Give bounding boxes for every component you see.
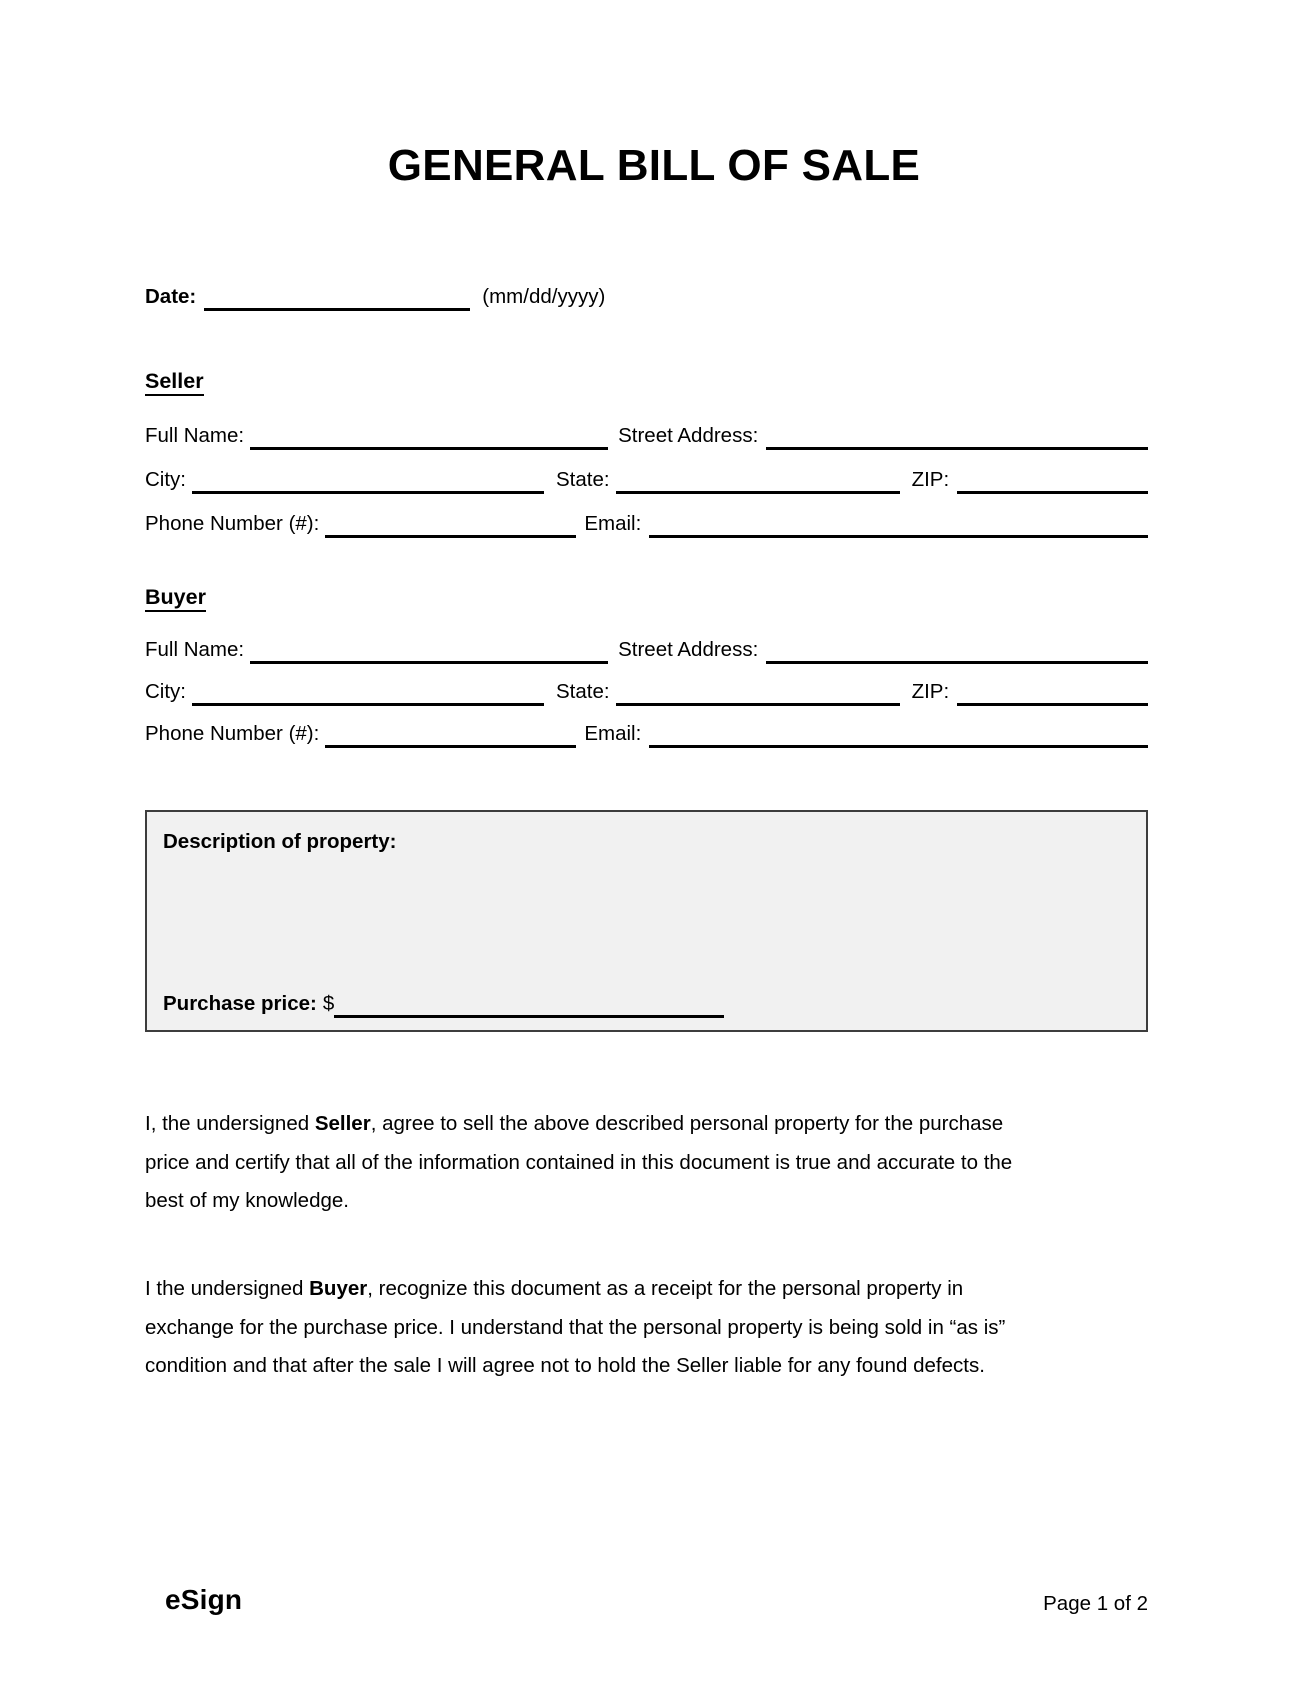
buyer-phone-field[interactable]	[325, 720, 576, 748]
buyer-clause-line-1: I the undersigned Buyer, recognize this document as a receipt for the personal property in	[145, 1277, 964, 1300]
seller-phone-field[interactable]	[325, 510, 576, 538]
buyer-clause-paragraph	[145, 1270, 1155, 1386]
property-description-field[interactable]	[163, 864, 1130, 976]
buyer-clause-line-2: exchange for the purchase price. I understand that the personal property is being sold in “as is”	[145, 1315, 1006, 1339]
buyer-clause-line-3: condition and that after the sale I will agree not to hold the Seller liable for any found defects.	[145, 1354, 985, 1377]
buyer-email-label: Email:	[584, 722, 642, 745]
date-field[interactable]	[204, 283, 470, 311]
buyer-city-label: City:	[145, 680, 186, 703]
date-format-hint: (mm/dd/yyyy)	[482, 285, 606, 308]
buyer-city-row	[145, 678, 1148, 706]
date-row	[145, 283, 605, 311]
seller-phone-label: Phone Number (#):	[145, 512, 320, 535]
buyer-full-name-field[interactable]	[250, 636, 608, 664]
seller-city-row	[145, 466, 1148, 494]
seller-clause-line-1: I, the undersigned Seller, agree to sell the above described personal property for the purchase	[145, 1112, 1004, 1135]
buyer-city-field[interactable]	[192, 678, 544, 706]
seller-full-name-field[interactable]	[250, 422, 608, 450]
currency-symbol: $	[322, 992, 335, 1015]
seller-full-name-label: Full Name:	[145, 424, 245, 447]
description-of-property-label: Description of property:	[163, 830, 397, 853]
buyer-zip-field[interactable]	[957, 678, 1148, 706]
seller-full-name-row	[145, 422, 1148, 450]
buyer-section-heading: Buyer	[145, 585, 206, 610]
page-title: GENERAL BILL OF SALE	[387, 141, 921, 190]
esign-logo: eSign	[165, 1584, 243, 1615]
seller-clause-line-3: best of my knowledge.	[145, 1189, 349, 1212]
seller-street-address-field[interactable]	[766, 422, 1148, 450]
seller-section-heading: Seller	[145, 369, 204, 394]
seller-state-field[interactable]	[616, 466, 900, 494]
seller-state-label: State:	[556, 468, 610, 491]
seller-street-address-label: Street Address:	[618, 424, 759, 447]
seller-email-field[interactable]	[649, 510, 1148, 538]
seller-city-label: City:	[145, 468, 186, 491]
seller-email-label: Email:	[584, 512, 642, 535]
buyer-phone-row	[145, 720, 1148, 748]
seller-clause-line-2: price and certify that all of the information contained in this document is true and accurate to the	[145, 1150, 1013, 1174]
property-description-box	[145, 810, 1148, 1032]
purchase-price-label: Purchase price:	[163, 992, 317, 1015]
buyer-state-field[interactable]	[616, 678, 900, 706]
seller-zip-field[interactable]	[957, 466, 1148, 494]
seller-clause-paragraph	[145, 1105, 1155, 1221]
buyer-zip-label: ZIP:	[911, 680, 950, 703]
purchase-price-field[interactable]	[334, 986, 724, 1018]
date-label: Date:	[145, 285, 197, 308]
buyer-email-field[interactable]	[649, 720, 1148, 748]
page-indicator: Page 1 of 2	[1043, 1592, 1148, 1615]
seller-city-field[interactable]	[192, 466, 544, 494]
buyer-full-name-label: Full Name:	[145, 638, 245, 661]
buyer-phone-label: Phone Number (#):	[145, 722, 320, 745]
buyer-full-name-row	[145, 636, 1148, 664]
buyer-street-address-label: Street Address:	[618, 638, 759, 661]
buyer-street-address-field[interactable]	[766, 636, 1148, 664]
seller-zip-label: ZIP:	[911, 468, 950, 491]
purchase-price-row	[163, 986, 724, 1018]
seller-phone-row	[145, 510, 1148, 538]
buyer-state-label: State:	[556, 680, 610, 703]
